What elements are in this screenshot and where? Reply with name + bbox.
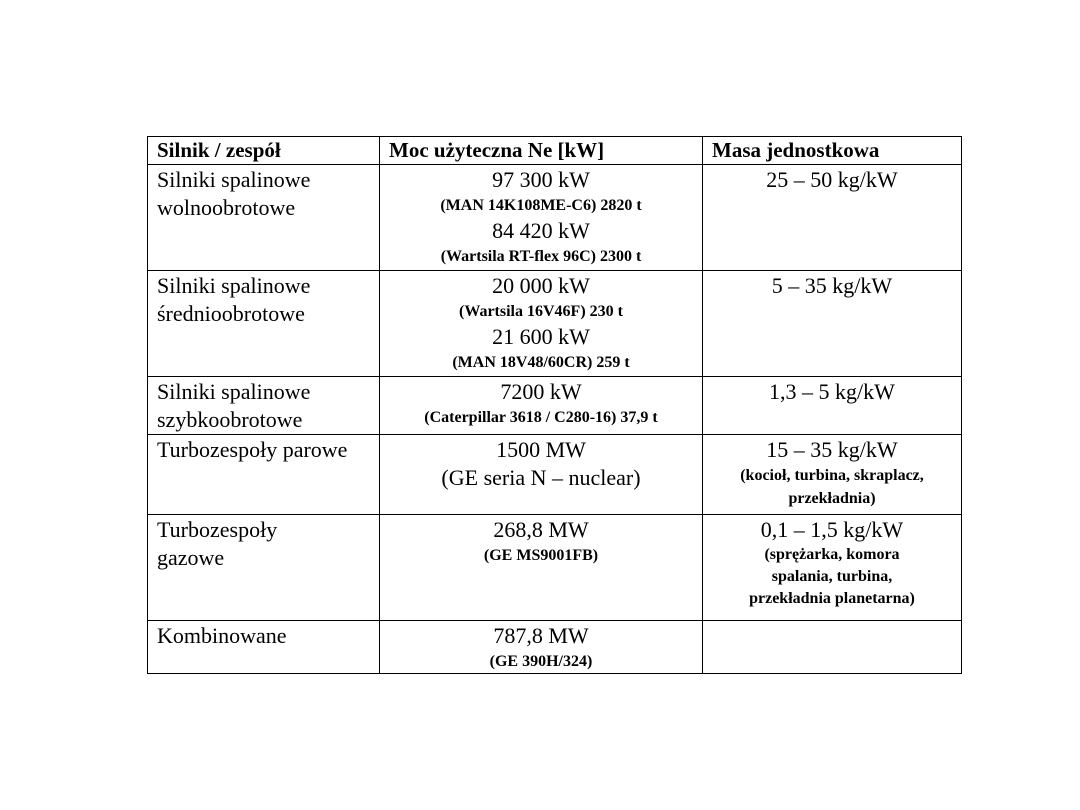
engine-name-line: Silniki spalinowe <box>157 379 311 404</box>
mass-note: (kocioł, turbina, skraplacz, <box>740 467 924 484</box>
power-value: 7200 kW <box>500 379 582 404</box>
power-reference: (GE 390H/324) <box>489 653 593 670</box>
cell-mass <box>703 377 962 435</box>
power-reference: (MAN 14K108ME-C6) 2820 t <box>440 197 642 214</box>
engine-name-line: Kombinowane <box>157 623 287 648</box>
cell-mass <box>703 435 962 515</box>
mass-value: 15 – 35 kg/kW <box>766 437 898 462</box>
cell-engine-name <box>148 435 380 515</box>
cell-mass <box>703 165 962 271</box>
header-row <box>148 137 962 165</box>
power-value: 84 420 kW <box>492 218 590 243</box>
cell-power <box>380 435 703 515</box>
engine-name-line: Turbozespoły parowe <box>157 437 348 462</box>
mass-value: 0,1 – 1,5 kg/kW <box>760 517 904 542</box>
cell-mass <box>703 515 962 621</box>
engine-name-line: Silniki spalinowe <box>157 273 311 298</box>
power-reference: (MAN 18V48/60CR) 259 t <box>452 354 630 371</box>
mass-note: przekładnia) <box>788 490 876 507</box>
mass-value: 1,3 – 5 kg/kW <box>769 379 895 404</box>
power-value: 787,8 MW <box>493 623 589 648</box>
cell-engine-name <box>148 621 380 674</box>
cell-engine-name <box>148 377 380 435</box>
power-value: 21 600 kW <box>492 324 590 349</box>
header-power: Moc użyteczna Ne [kW] <box>380 137 703 165</box>
power-value: 20 000 kW <box>492 273 590 298</box>
mass-note: (sprężarka, komora <box>764 546 900 563</box>
cell-power <box>380 377 703 435</box>
cell-power <box>380 271 703 377</box>
engine-name-line: szybkoobrotowe <box>157 407 303 432</box>
cell-engine-name <box>148 271 380 377</box>
engine-name-line: Silniki spalinowe <box>157 167 311 192</box>
mass-value: 25 – 50 kg/kW <box>766 167 898 192</box>
engine-name-line: gazowe <box>157 545 225 570</box>
power-value: (GE seria N – nuclear) <box>441 465 641 490</box>
cell-power <box>380 621 703 674</box>
engine-comparison-table <box>147 136 962 674</box>
power-reference: (GE MS9001FB) <box>483 547 599 564</box>
power-reference: (Wartsila RT-flex 96C) 2300 t <box>440 248 642 265</box>
power-value: 97 300 kW <box>492 167 590 192</box>
cell-mass <box>703 621 962 674</box>
mass-note: przekładnia planetarna) <box>749 590 915 607</box>
power-value: 1500 MW <box>496 437 586 462</box>
cell-mass <box>703 271 962 377</box>
engine-name-line: Turbozespoły <box>157 517 278 542</box>
cell-engine-name <box>148 165 380 271</box>
table-row <box>148 515 962 621</box>
mass-value: 5 – 35 kg/kW <box>771 273 893 298</box>
power-value: 268,8 MW <box>493 517 589 542</box>
engine-name-line: średnioobrotowe <box>157 301 305 326</box>
table-body <box>148 165 962 674</box>
cell-power <box>380 515 703 621</box>
power-reference: (Wartsila 16V46F) 230 t <box>459 303 623 320</box>
table-row <box>148 165 962 271</box>
mass-note: spalania, turbina, <box>771 568 893 585</box>
header-mass: Masa jednostkowa <box>703 137 962 165</box>
table-row <box>148 271 962 377</box>
cell-power <box>380 165 703 271</box>
table-row <box>148 621 962 674</box>
table-row <box>148 435 962 515</box>
table-row <box>148 377 962 435</box>
header-engine: Silnik / zespół <box>148 137 380 165</box>
cell-engine-name <box>148 515 380 621</box>
power-reference: (Caterpillar 3618 / C280-16) 37,9 t <box>424 409 658 426</box>
engine-name-line: wolnoobrotowe <box>157 195 296 220</box>
